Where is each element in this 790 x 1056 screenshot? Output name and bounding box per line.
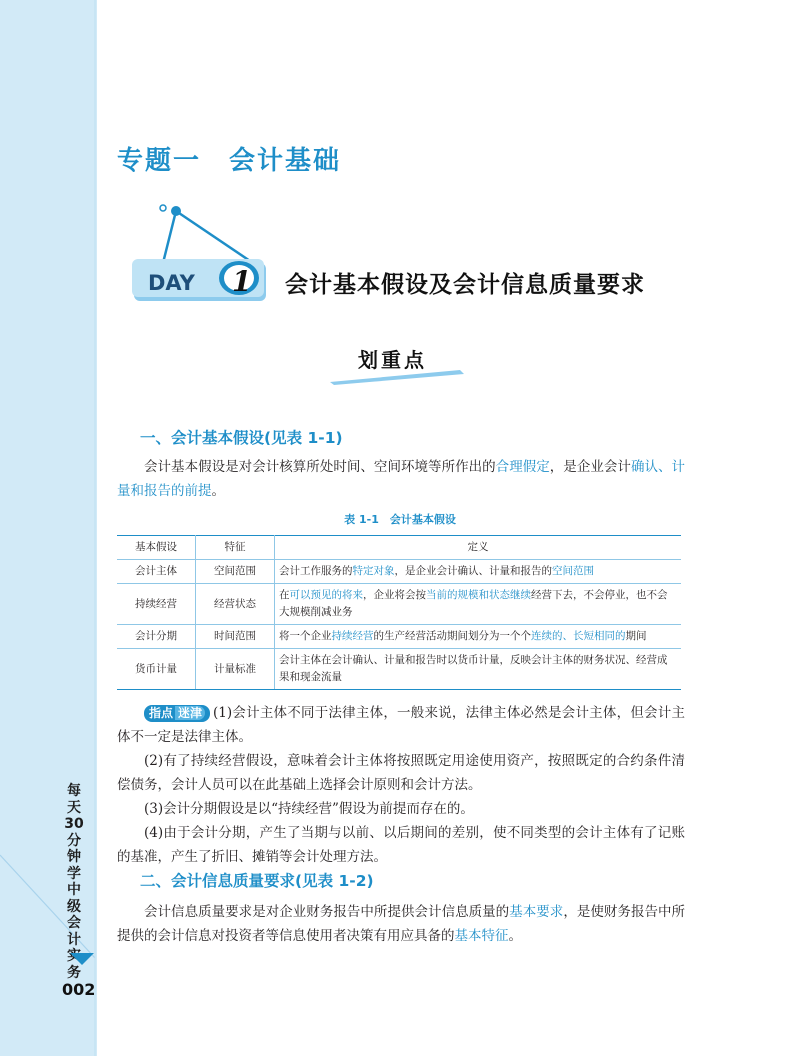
definition-cell: 会计工作服务的特定对象，是企业会计确认、计量和报告的空间范围 xyxy=(275,560,682,584)
tip-item: (4)由于会计分期，产生了当期与以前、以后期间的差别，使不同类型的会计主体有了记账的基准，产生了折旧、摊销等会计处理方法。 xyxy=(117,825,685,865)
section1-heading: 一、会计基本假设(见表 1-1) xyxy=(140,429,343,447)
table-row xyxy=(117,584,681,625)
down-triangle-icon xyxy=(70,953,94,965)
definition-cell: 会计主体在会计确认、计量和报告时以货币计量，反映会计主体的财务状况、经营成果和现金流量 xyxy=(275,649,682,690)
day-title: 会计基本假设及会计信息质量要求 xyxy=(285,272,645,298)
assumptions-table xyxy=(117,535,681,690)
feature-cell: 经营状态 xyxy=(196,584,275,625)
day-badge-graphic xyxy=(128,195,278,310)
page-number: 002 xyxy=(62,980,96,999)
section2-heading: 二、会计信息质量要求(见表 1-2) xyxy=(140,872,374,890)
table-header-assumption: 基本假设 xyxy=(117,536,196,560)
feature-cell: 时间范围 xyxy=(196,625,275,649)
tip-item: (1)会计主体不同于法律主体，一般来说，法律主体必然是会计主体，但会计主体不一定是法律主体。 xyxy=(117,705,685,745)
feature-cell: 空间范围 xyxy=(196,560,275,584)
tips-block xyxy=(117,701,685,869)
definition-cell: 在可以预见的将来，企业将会按当前的规模和状态继续经营下去，不会停业，也不会大规模削减业务 xyxy=(275,584,682,625)
day-number: 1 xyxy=(232,265,252,298)
section1-paragraph: 会计基本假设是对会计核算所处时间、空间环境等所作出的合理假定，是企业会计确认、计量和报告的前提。 xyxy=(117,459,686,499)
table-row xyxy=(117,560,681,584)
topic-title: 专题一 会计基础 xyxy=(117,146,342,176)
definition-cell: 将一个企业持续经营的生产经营活动期间划分为一个个连续的、长短相同的期间 xyxy=(275,625,682,649)
key-points-underline xyxy=(322,370,467,386)
table-caption: 表 1-1 会计基本假设 xyxy=(344,513,456,526)
day-label: DAY xyxy=(148,271,195,295)
assumption-cell: 会计分期 xyxy=(117,625,196,649)
key-points-title: 划重点 xyxy=(358,348,427,372)
table-row xyxy=(117,649,681,690)
assumption-cell: 货币计量 xyxy=(117,649,196,690)
feature-cell: 计量标准 xyxy=(196,649,275,690)
assumption-cell: 持续经营 xyxy=(117,584,196,625)
tips-badge: 指点 迷津 xyxy=(144,705,210,722)
table-row xyxy=(117,625,681,649)
book-series-vertical-text: 每 天 30 分 钟 学 中 级 会 计 实 务 xyxy=(64,783,84,981)
tip-item: (2)有了持续经营假设，意味着会计主体将按照既定用途使用资产，按照既定的合约条件清偿债务，会计人员可以在此基础上选择会计原则和会计方法。 xyxy=(117,753,685,793)
section2-paragraph: 会计信息质量要求是对企业财务报告中所提供会计信息质量的基本要求，是使财务报告中所提供的会计信息对投资者等信息使用者决策有用应具备的基本特征。 xyxy=(117,904,686,944)
table-header-definition: 定义 xyxy=(275,536,682,560)
assumption-cell: 会计主体 xyxy=(117,560,196,584)
tip-item: (3)会计分期假设是以“持续经营”假设为前提而存在的。 xyxy=(144,801,474,817)
table-header-feature: 特征 xyxy=(196,536,275,560)
